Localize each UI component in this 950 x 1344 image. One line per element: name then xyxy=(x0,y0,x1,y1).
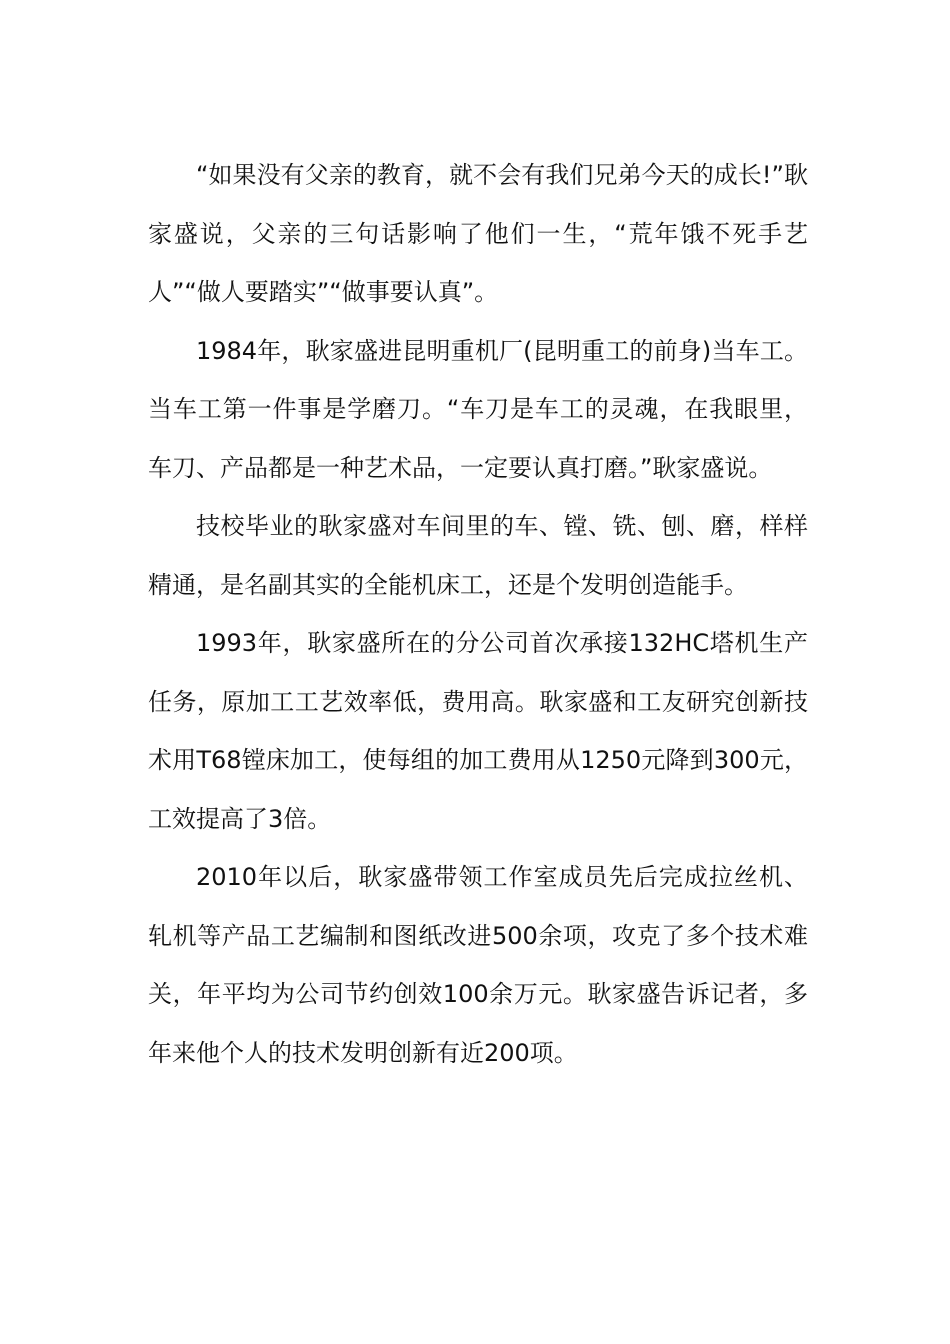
paragraph-2010-studio: 2010年以后，耿家盛带领工作室成员先后完成拉丝机、轧机等产品工艺编制和图纸改进500余项，攻克了多个技术难关，年平均为公司节约创效100余万元。耿家盛告诉记者，多年来他个人的技术发明创新有近200项。 xyxy=(148,863,808,1067)
article-body xyxy=(148,146,808,1082)
paragraph-1993-tower-crane: 1993年，耿家盛所在的分公司首次承接132HC塔机生产任务，原加工工艺效率低，费用高。耿家盛和工友研究创新技术用T68镗床加工，使每组的加工费用从1250元降到300元，工效提高了3倍。 xyxy=(148,629,808,833)
paragraph-1984-lathe: 1984年，耿家盛进昆明重机厂(昆明重工的前身)当车工。当车工第一件事是学磨刀。“车刀是车工的灵魂，在我眼里，车刀、产品都是一种艺术品，一定要认真打磨。”耿家盛说。 xyxy=(148,336,808,482)
paragraph-all-round-machinist: 技校毕业的耿家盛对车间里的车、镗、铣、刨、磨，样样精通，是名副其实的全能机床工，还是个发明创造能手。 xyxy=(148,512,808,599)
paragraph-father-teaching: “如果没有父亲的教育，就不会有我们兄弟今天的成长!”耿家盛说，父亲的三句话影响了他们一生，“荒年饿不死手艺人”“做人要踏实”“做事要认真”。 xyxy=(148,161,808,306)
